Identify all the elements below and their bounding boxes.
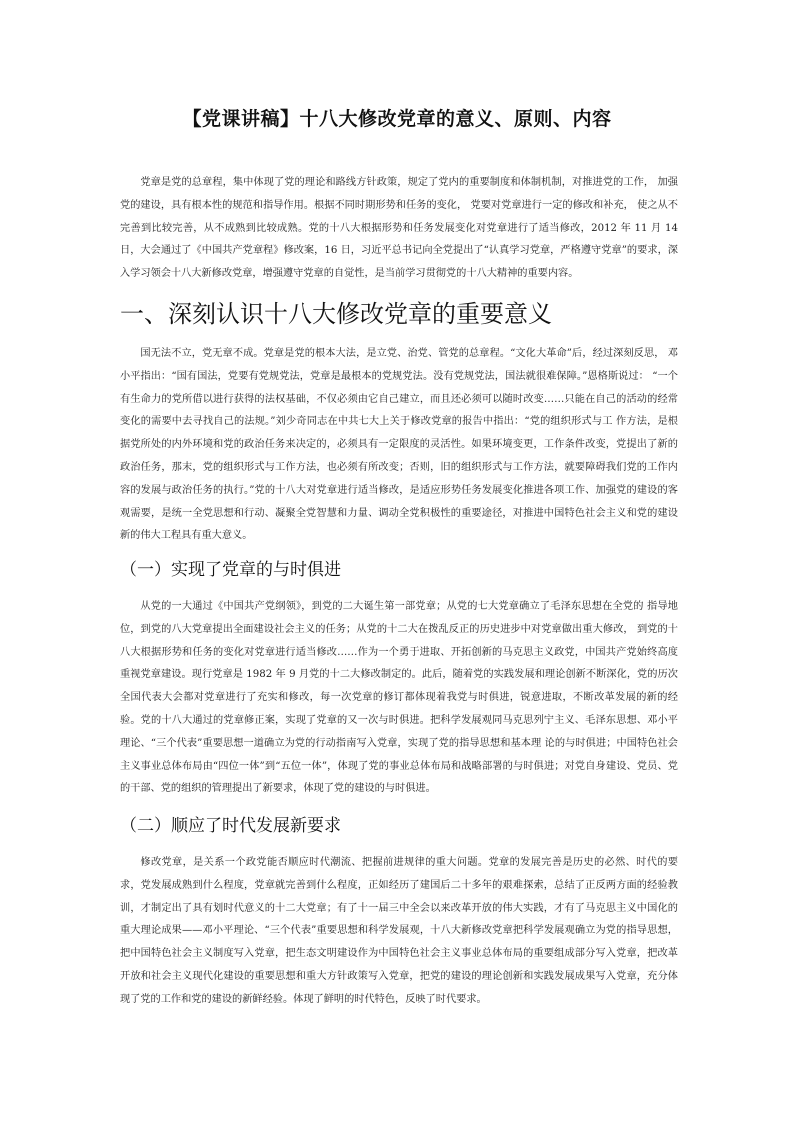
subsection-2-paragraph: 修改党章，是关系一个政党能否顺应时代潮流、把握前进规律的重大问题。党章的发展完善是历史的必然、时代的要求，党发展成熟到什么程度，党章就完善到什么程度，正如经历了建国后二十多年的艰难探索，总结了正反两方面的经验教训，才制定出了具有划时代意义的十二大党章；有了十一届三中全会以来改革开放的伟大实践，才有了马克思主义中国化的重大理论成果——邓小平理论、“三个代表”重要思想和科学发展观，十八大新修改党章把科学发展观确立为党的指导思想，把中国特色社会主义制度写入党章，把生态文明建设作为中国特色社会主义事业总体布局的重要组成部分写入党章，把改革开放和社会主义现代化建设的重要思想和重大方针政策写入党章，把党的建设的理论创新和实践发展成果写入党章，充分体现了党的工作和党的建设的新鲜经验。体现了鲜明的时代特色，反映了时代要求。	[120, 857, 678, 1005]
document-title: 【党课讲稿】十八大修改党章的意义、原则、内容	[182, 108, 612, 130]
section-heading-1: 一、深刻认识十八大修改党章的重要意义	[120, 300, 552, 328]
section-1-paragraph: 国无法不立，党无章不成。党章是党的根本大法，是立党、治党、管党的总章程。“文化大革命”后，经过深刻反思， 邓小平指出：“国有国法，党要有党规党法，党章是最根本的党规党法。没有党规党法，国法就很难保障。”恩格斯说过： “一个有生命力的党所借以进行获得的法权基础，不仅必须由它自己建立，而且还必须可以随时改变……只能在自己的活动的经常变化的需要中去寻找自己的法规。”刘少奇同志在中共七大上关于修改党章的报告中指出：“党的组织形式与工 作方法，是根据党所处的内外环境和党的政治任务来决定的，必须具有一定限度的灵活性。如果环境变更，工作条件改变，党提出了新的政治任务，那末，党的组织形式与工作方法，也必须有所改变；否则，旧的组织形式与工作方法，就要障碍我们党的工作内容的发展与政治任务的执行。”党的十八大对党章进行适当修改，是适应形势任务发展变化推进各项工作、加强党的建设的客观需要，是统一全党思想和行动、凝聚全党智慧和力量、调动全党积极性的重要途径，对推进中国特色社会主义和党的建设新的伟大工程具有重大意义。	[120, 348, 678, 542]
intro-paragraph: 党章是党的总章程，集中体现了党的理论和路线方针政策，规定了党内的重要制度和体制机制，对推进党的工作， 加强党的建设，具有根本性的规范和指导作用。根据不同时期形势和任务的变化， 党要对党章进行一定的修改和补充， 使之从不完善到比较完善，从不成熟到比较成熟。党的十八大根据形势和任务发展变化对党章进行了适当修改，2012 年 11 月 14 日，大会通过了《中国共产党章程》修改案，16 日，习近平总书记向全党提出了“认真学习党章，严格遵守党章”的要求，深入学习领会十八大新修改党章，增强遵守党章的自觉性，是当前学习贯彻党的十八大精神的重要内容。	[120, 177, 678, 280]
subsection-heading-2: （二）顺应了时代发展新要求	[120, 816, 341, 836]
subsection-heading-1: （一）实现了党章的与时俱进	[120, 560, 341, 580]
subsection-1-paragraph: 从党的一大通过《中国共产党纲领》，到党的二大诞生第一部党章；从党的七大党章确立了毛泽东思想在全党的 指导地位，到党的八大党章提出全面建设社会主义的任务；从党的十二大在拨乱反正的历史进步中对党章做出重大修改， 到党的十八大根据形势和任务的变化对党章进行适当修改……作为一个勇于进取、开拓创新的马克思主义政党，中国共产党始终高度重视党章建设。现行党章是 1982 年 9 月党的十二大修改制定的。此后，随着党的实践发展和理论创新不断深化，党的历次全国代表大会都对党章进行了充实和修改，每一次党章的修订都体现着我党与时俱进，锐意进取，不断改革发展的新的经验。党的十八大通过的党章修正案，实现了党章的又一次与时俱进。把科学发展观同马克思列宁主义、毛泽东思想、邓小平理论、“三个代表”重要思想一道确立为党的行动指南写入党章，实现了党的指导思想和基本理 论的与时俱进；中国特色社会主义事业总体布局由“四位一体”到“五位一体”，体现了党的事业总体布局和战略部署的与时俱进；对党自身建设、党员、党的干部、党的组织的管理提出了新要求，体现了党的建设的与时俱进。	[120, 601, 678, 795]
